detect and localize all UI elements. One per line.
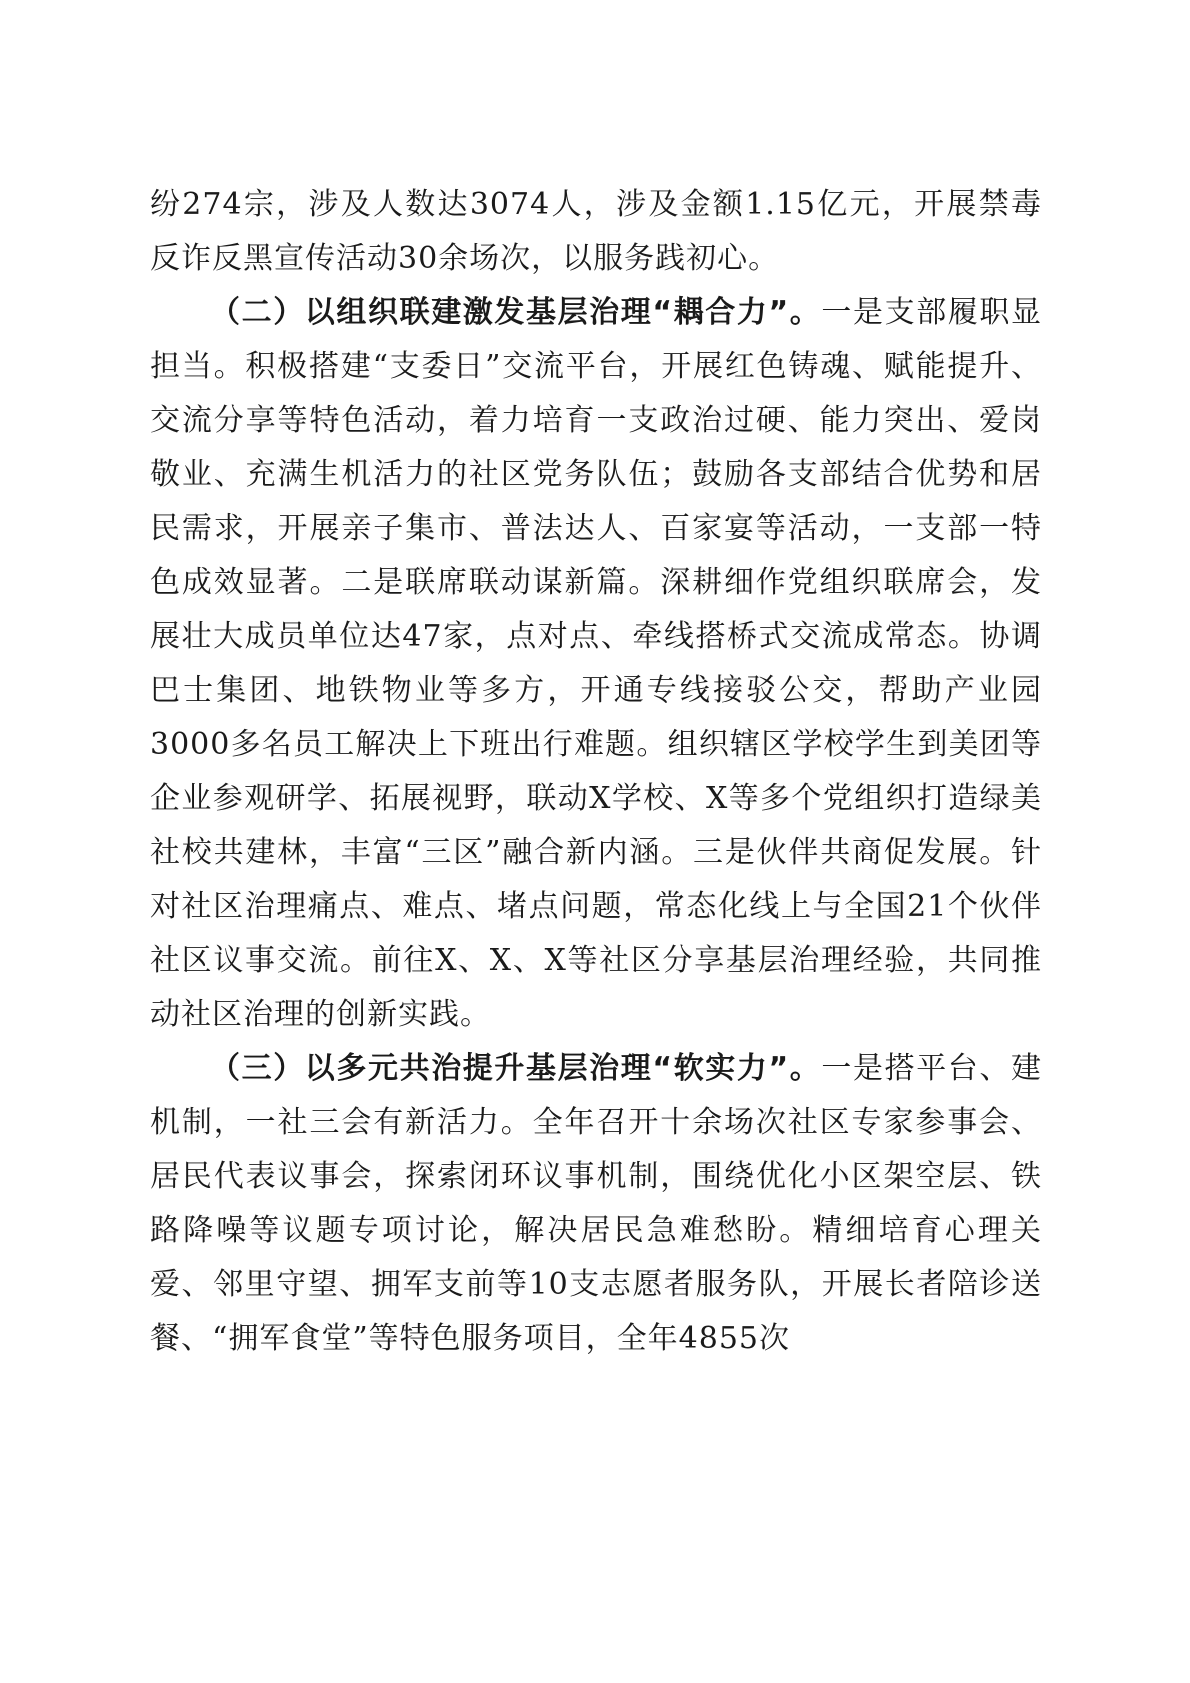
paragraph-text: 一是支部履职显担当。积极搭建“支委日”交流平台，开展红色铸魂、赋能提升、交流分享等特色活动，着力培育一支政治过硬、能力突出、爱岗敬业、充满生机活力的社区党务队伍；鼓励各支部结合优势和居民需求，开展亲子集市、普法达人、百家宴等活动，一支部一特色成效显著。二是联席联动谋新篇。深耕细作党组织联席会，发展壮大成员单位达47家，点对点、牵线搭桥式交流成常态。协调巴士集团、地铁物业等多方，开通专线接驳公交，帮助产业园3000多名员工解决上下班出行难题。组织辖区学校学生到美团等企业参观研学、拓展视野，联动X学校、X等多个党组织打造绿美社校共建林，丰富“三区”融合新内涵。三是伙伴共商促发展。针对社区治理痛点、难点、堵点问题，常态化线上与全国21个伙伴社区议事交流。前往X、X、X等社区分享基层治理经验，共同推动社区治理的创新实践。 (150, 295, 1042, 1032)
paragraph-continuation (150, 178, 1042, 286)
section-heading: （二）以组织联建激发基层治理“耦合力”。 (210, 295, 822, 330)
paragraph-section-three (150, 1042, 1042, 1366)
paragraph-text: 纷274宗，涉及人数达3074人，涉及金额1.15亿元，开展禁毒反诈反黑宣传活动30余场次，以服务践初心。 (150, 187, 1042, 276)
document-body (150, 178, 1042, 1366)
section-heading: （三）以多元共治提升基层治理“软实力”。 (210, 1051, 822, 1086)
paragraph-section-two (150, 286, 1042, 1042)
paragraph-text: 一是搭平台、建机制，一社三会有新活力。全年召开十余场次社区专家参事会、居民代表议事会，探索闭环议事机制，围绕优化小区架空层、铁路降噪等议题专项讨论，解决居民急难愁盼。精细培育心理关爱、邻里守望、拥军支前等10支志愿者服务队，开展长者陪诊送餐、“拥军食堂”等特色服务项目，全年4855次 (150, 1051, 1042, 1356)
